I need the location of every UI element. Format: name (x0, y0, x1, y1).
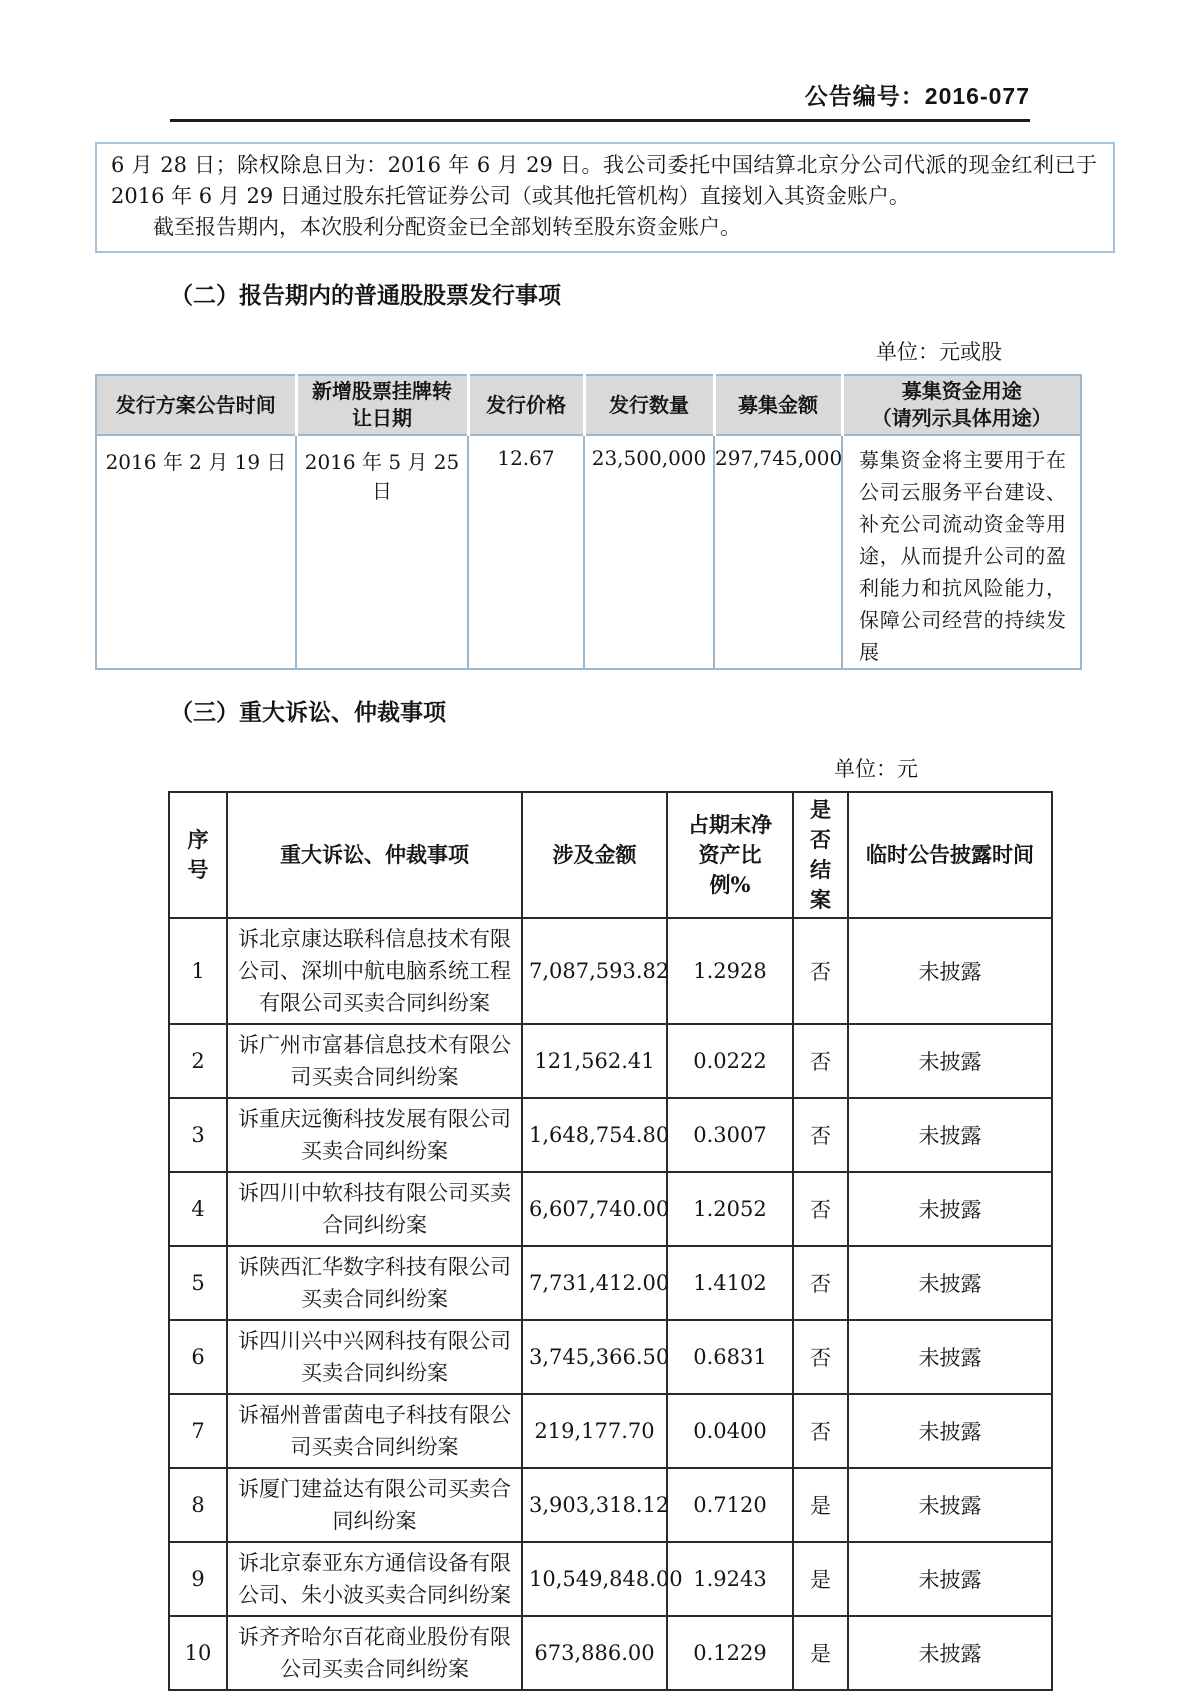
table-row (169, 1616, 1052, 1690)
table-row (169, 918, 1052, 1024)
issue-table-header-row (96, 375, 1081, 435)
col-header-closed-line2: 否 (810, 827, 831, 852)
cell-case: 诉福州普雷茵电子科技有限公司买卖合同纠纷案 (227, 1394, 522, 1468)
cell-seq: 3 (169, 1098, 227, 1172)
cell-amount: 7,087,593.82 (522, 918, 667, 1024)
cell-closed: 否 (793, 1320, 848, 1394)
col-header-closed-line4: 案 (810, 887, 831, 912)
cell-case: 诉四川中软科技有限公司买卖合同纠纷案 (227, 1172, 522, 1246)
cell-amount: 297,745,000 (714, 435, 842, 669)
col-header-ratio (667, 792, 793, 918)
cell-case: 诉北京康达联科信息技术有限公司、深圳中航电脑系统工程有限公司买卖合同纠纷案 (227, 918, 522, 1024)
issue-table (95, 374, 1082, 670)
lawsuit-table (168, 791, 1053, 1691)
cell-disclosure: 未披露 (848, 1246, 1052, 1320)
col-header-seq-line1: 序 (187, 827, 209, 852)
announcement-number: 公告编号：2016-077 (804, 83, 1030, 109)
cell-amount: 3,903,318.12 (522, 1468, 667, 1542)
cell-ratio: 0.3007 (667, 1098, 793, 1172)
cell-seq: 10 (169, 1616, 227, 1690)
cell-case: 诉陕西汇华数字科技有限公司买卖合同纠纷案 (227, 1246, 522, 1320)
col-header-listing-date: 新增股票挂牌转让日期 (296, 375, 468, 435)
table-row (169, 1542, 1052, 1616)
cell-seq: 2 (169, 1024, 227, 1098)
cell-listing-date: 2016 年 5 月 25 日 (296, 435, 468, 669)
cell-case: 诉四川兴中兴网科技有限公司买卖合同纠纷案 (227, 1320, 522, 1394)
cell-ratio: 0.1229 (667, 1616, 793, 1690)
cell-closed: 否 (793, 1172, 848, 1246)
table-row (169, 1172, 1052, 1246)
table-row (169, 1098, 1052, 1172)
col-header-seq-line2: 号 (187, 857, 209, 882)
issue-table-row (96, 435, 1081, 669)
col-header-use-line2: （请列示具体用途） (871, 406, 1052, 430)
col-header-amount: 募集金额 (714, 375, 842, 435)
cell-closed: 否 (793, 1024, 848, 1098)
cell-closed: 否 (793, 1246, 848, 1320)
col-header-quantity: 发行数量 (584, 375, 714, 435)
cell-disclosure: 未披露 (848, 1468, 1052, 1542)
cell-closed: 否 (793, 1098, 848, 1172)
cell-closed: 否 (793, 918, 848, 1024)
col-header-seq (169, 792, 227, 918)
cell-disclosure: 未披露 (848, 1024, 1052, 1098)
cell-amount: 121,562.41 (522, 1024, 667, 1098)
cell-quantity: 23,500,000 (584, 435, 714, 669)
cell-seq: 9 (169, 1542, 227, 1616)
cell-disclosure: 未披露 (848, 1616, 1052, 1690)
cell-ratio: 1.4102 (667, 1246, 793, 1320)
cell-amount: 6,607,740.00 (522, 1172, 667, 1246)
lawsuit-table-header-row (169, 792, 1052, 918)
cell-ratio: 1.9243 (667, 1542, 793, 1616)
col-header-closed (793, 792, 848, 918)
cell-disclosure: 未披露 (848, 1320, 1052, 1394)
col-header-use-line1: 募集资金用途 (901, 379, 1022, 403)
cell-seq: 7 (169, 1394, 227, 1468)
cell-seq: 5 (169, 1246, 227, 1320)
header-rule (170, 119, 1030, 122)
cell-seq: 1 (169, 918, 227, 1024)
cell-ratio: 0.0222 (667, 1024, 793, 1098)
section-heading-issue: （二）报告期内的普通股股票发行事项 (170, 282, 561, 308)
table-row (169, 1246, 1052, 1320)
cell-amount: 10,549,848.00 (522, 1542, 667, 1616)
unit-label-lawsuit: 单位：元 (834, 757, 918, 781)
cell-closed: 否 (793, 1394, 848, 1468)
cell-case: 诉广州市富碁信息技术有限公司买卖合同纠纷案 (227, 1024, 522, 1098)
col-header-involved-amount: 涉及金额 (522, 792, 667, 918)
section-heading-lawsuit: （三）重大诉讼、仲裁事项 (170, 699, 446, 725)
cell-price: 12.67 (468, 435, 584, 669)
col-header-ratio-line2: 资产比 (698, 842, 762, 867)
cell-case: 诉齐齐哈尔百花商业股份有限公司买卖合同纠纷案 (227, 1616, 522, 1690)
cell-amount: 673,886.00 (522, 1616, 667, 1690)
unit-label-issue: 单位：元或股 (876, 340, 1002, 364)
cell-disclosure: 未披露 (848, 918, 1052, 1024)
col-header-closed-line1: 是 (810, 797, 831, 822)
cell-disclosure: 未披露 (848, 1098, 1052, 1172)
col-header-announce-date: 发行方案公告时间 (96, 375, 296, 435)
notice-paragraph-1: 6 月 28 日；除权除息日为：2016 年 6 月 29 日。我公司委托中国结算北京分公司代派的现金红利已于 2016 年 6 月 29 日通过股东托管证券公司（或其他托管机构）直接划入其资金账户。 (111, 153, 1097, 208)
col-header-closed-line3: 结 (810, 857, 831, 882)
cell-closed: 是 (793, 1616, 848, 1690)
cell-ratio: 0.0400 (667, 1394, 793, 1468)
cell-seq: 8 (169, 1468, 227, 1542)
cell-amount: 7,731,412.00 (522, 1246, 667, 1320)
table-row (169, 1394, 1052, 1468)
cell-disclosure: 未披露 (848, 1172, 1052, 1246)
table-row (169, 1320, 1052, 1394)
cell-case: 诉重庆远衡科技发展有限公司买卖合同纠纷案 (227, 1098, 522, 1172)
cell-use: 募集资金将主要用于在公司云服务平台建设、补充公司流动资金等用途，从而提升公司的盈利能力和抗风险能力，保障公司经营的持续发展 (842, 435, 1081, 669)
notice-box (95, 142, 1115, 253)
cell-announce-date: 2016 年 2 月 19 日 (96, 435, 296, 669)
cell-amount: 219,177.70 (522, 1394, 667, 1468)
cell-seq: 6 (169, 1320, 227, 1394)
col-header-case: 重大诉讼、仲裁事项 (227, 792, 522, 918)
cell-amount: 3,745,366.50 (522, 1320, 667, 1394)
cell-ratio: 1.2052 (667, 1172, 793, 1246)
table-row (169, 1468, 1052, 1542)
cell-seq: 4 (169, 1172, 227, 1246)
cell-ratio: 0.6831 (667, 1320, 793, 1394)
cell-disclosure: 未披露 (848, 1394, 1052, 1468)
cell-closed: 是 (793, 1542, 848, 1616)
cell-ratio: 1.2928 (667, 918, 793, 1024)
table-row (169, 1024, 1052, 1098)
col-header-disclosure: 临时公告披露时间 (848, 792, 1052, 918)
cell-closed: 是 (793, 1468, 848, 1542)
cell-disclosure: 未披露 (848, 1542, 1052, 1616)
notice-paragraph-2: 截至报告期内，本次股利分配资金已全部划转至股东资金账户。 (153, 215, 741, 239)
col-header-ratio-line1: 占期末净 (688, 812, 772, 837)
col-header-ratio-line3: 例% (709, 872, 751, 897)
cell-amount: 1,648,754.80 (522, 1098, 667, 1172)
cell-ratio: 0.7120 (667, 1468, 793, 1542)
col-header-price: 发行价格 (468, 375, 584, 435)
cell-case: 诉厦门建益达有限公司买卖合同纠纷案 (227, 1468, 522, 1542)
col-header-use (842, 375, 1081, 435)
cell-case: 诉北京泰亚东方通信设备有限公司、朱小波买卖合同纠纷案 (227, 1542, 522, 1616)
